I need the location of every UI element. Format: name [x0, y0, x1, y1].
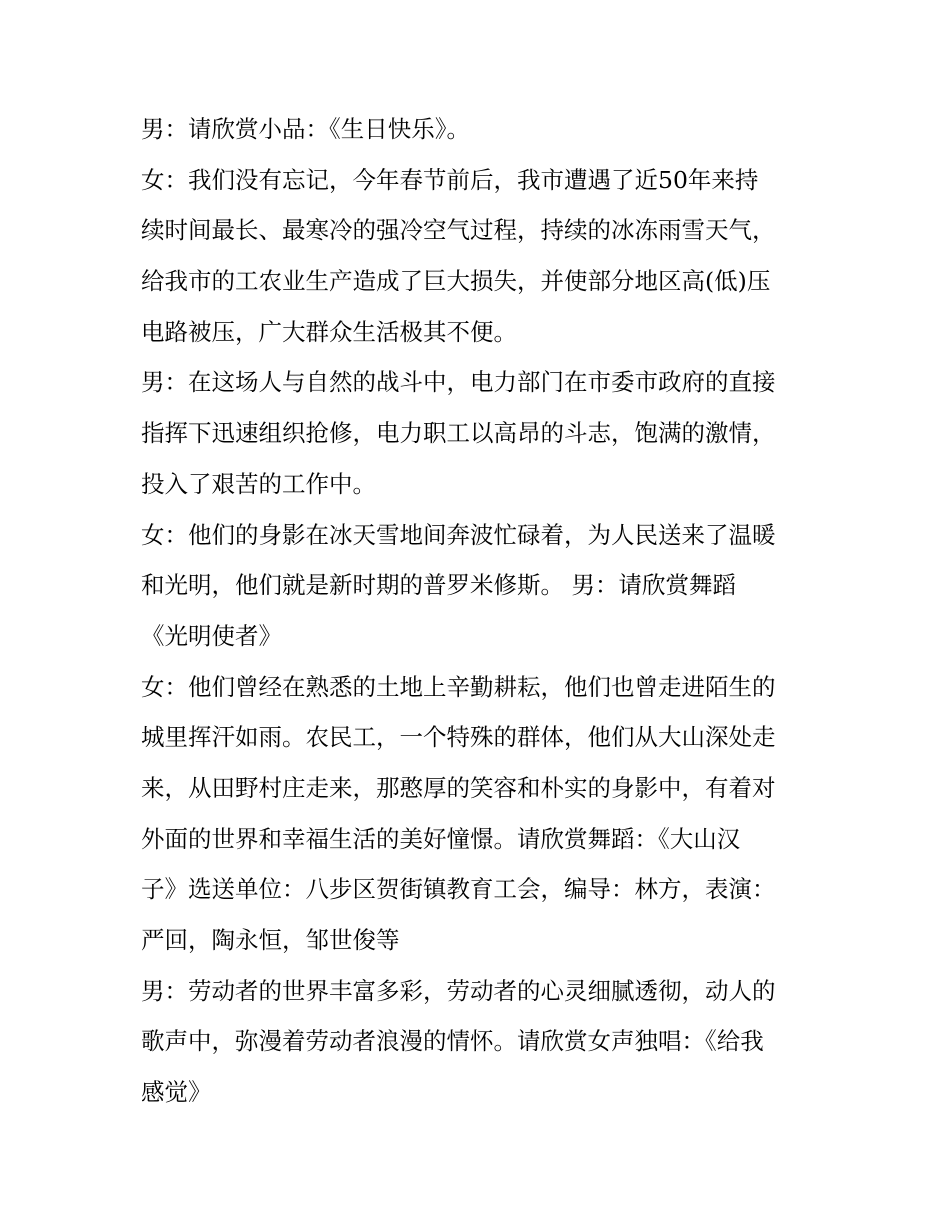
- text-line: 男：在这场人与自然的战斗中，电力部门在市委市政府的直接: [141, 368, 776, 397]
- text-line: 给我市的工农业生产造成了巨大损失，并使部分地区高(低)压: [141, 267, 771, 296]
- text-line: 子》选送单位：八步区贺街镇教育工会，编导：林方，表演：: [141, 875, 776, 904]
- text-line: 电路被压，广大群众生活极其不便。: [141, 317, 517, 346]
- text-line: 城里挥汗如雨。农民工，一个特殊的群体，他们从大山深处走: [141, 723, 776, 752]
- text-line: 女：我们没有忘记，今年春节前后，我市遭遇了近50年来持: [141, 165, 759, 194]
- text-line: 男：请欣赏小品：《生日快乐》。: [141, 115, 470, 143]
- text-line: 指挥下迅速组织抢修，电力职工以高昂的斗志，饱满的激情，: [141, 419, 776, 448]
- text-line: 《光明使者》: [141, 621, 282, 650]
- text-line: 和光明，他们就是新时期的普罗米修斯。 男：请欣赏舞蹈: [141, 571, 736, 600]
- text-line: 投入了艰苦的工作中。: [141, 469, 376, 498]
- text-line: 外面的世界和幸福生活的美好憧憬。请欣赏舞蹈：《大山汉: [141, 824, 741, 853]
- text-line: 男：劳动者的世界丰富多彩，劳动者的心灵细腻透彻，动人的: [141, 976, 776, 1005]
- text-line: 严回，陶永恒，邹世俊等: [141, 926, 400, 954]
- text-line: 感觉》: [141, 1078, 212, 1107]
- text-line: 来，从田野村庄走来，那憨厚的笑容和朴实的身影中，有着对: [141, 773, 776, 802]
- text-line: 女：他们曾经在熟悉的土地上辛勤耕耘，他们也曾走进陌生的: [141, 672, 776, 701]
- document-text-body: [141, 104, 813, 1118]
- text-line: 续时间最长、最寒冷的强冷空气过程，持续的冰冻雨雪天气，: [141, 216, 776, 245]
- text-line: 女：他们的身影在冰天雪地间奔波忙碌着，为人民送来了温暖: [141, 520, 776, 549]
- text-line: 歌声中，弥漫着劳动者浪漫的情怀。请欣赏女声独唱：《给我: [141, 1027, 764, 1056]
